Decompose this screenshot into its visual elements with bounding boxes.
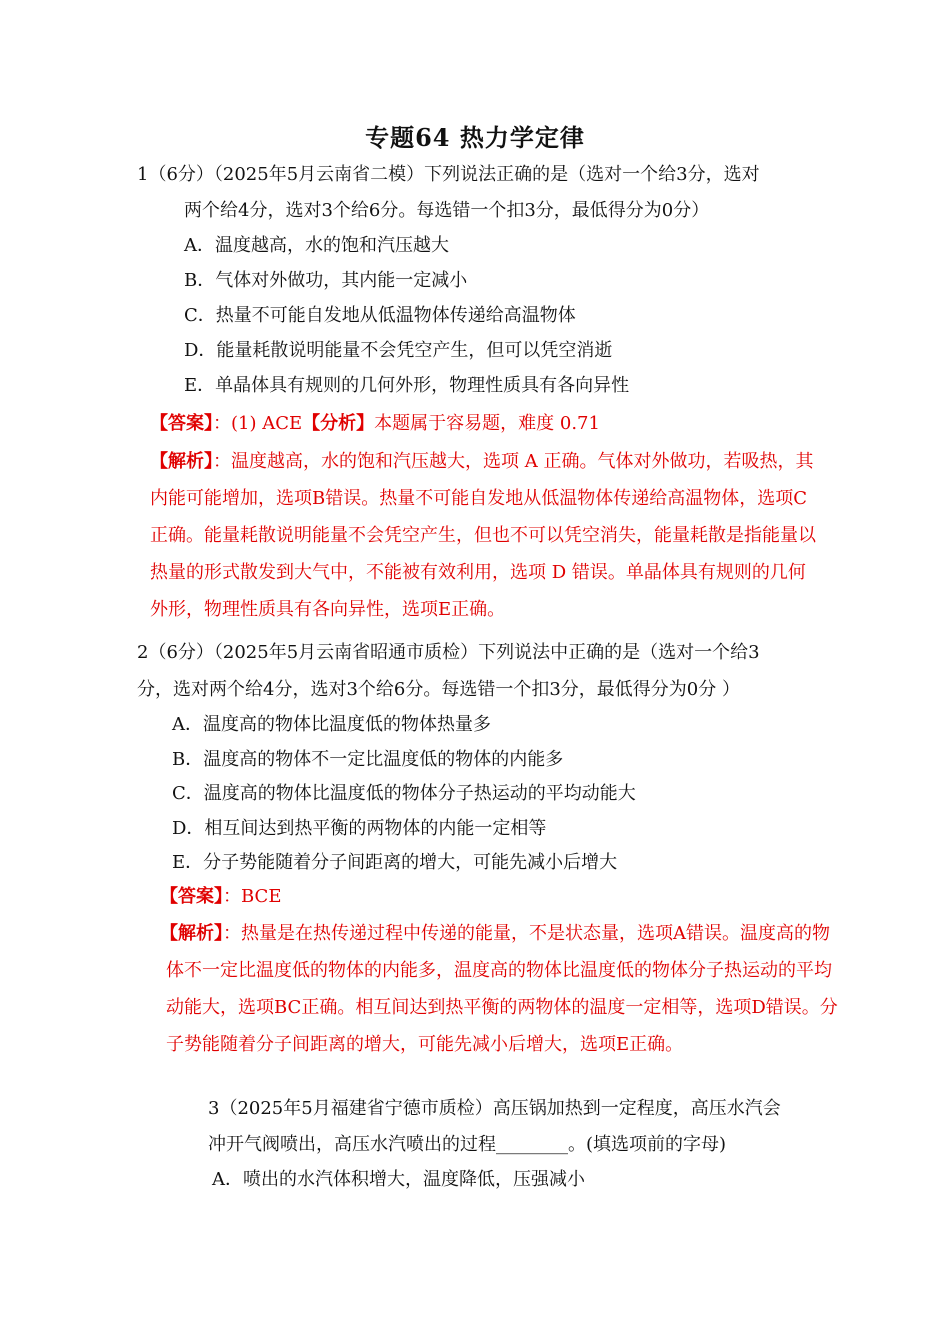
q1-option-e: E．单晶体具有规则的几何外形，物理性质具有各向异性 bbox=[184, 375, 630, 396]
q1-explain-line3: 正确。能量耗散说明能量不会凭空产生，但也不可以凭空消失，能量耗散是指能量以 bbox=[150, 525, 816, 546]
q1-explain-line4: 热量的形式散发到大气中，不能被有效利用，选项 D 错误。单晶体具有规则的几何 bbox=[150, 562, 806, 583]
q1-explain-text: ：温度越高，水的饱和汽压越大，选项 A 正确。气体对外做功，若吸热，其 bbox=[213, 451, 814, 472]
q1-option-b: B．气体对外做功，其内能一定减小 bbox=[184, 270, 468, 291]
q1-option-d: D．能量耗散说明能量不会凭空产生，但可以凭空消逝 bbox=[184, 340, 613, 361]
q1-answer-note: 本题属于容易题，难度 0.71 bbox=[374, 413, 600, 434]
q2-stem-line1: 2（6分）（2025年5月云南省昭通市质检）下列说法中正确的是（选对一个给3 bbox=[137, 642, 760, 663]
q2-explain-line4: 子势能随着分子间距离的增大，可能先减小后增大，选项E正确。 bbox=[166, 1034, 684, 1055]
q2-explain-line1 bbox=[160, 922, 830, 946]
q1-answer-value: ：(1) ACE bbox=[213, 413, 303, 434]
q2-option-a: A．温度高的物体比温度低的物体热量多 bbox=[172, 714, 491, 735]
q1-explain-line2: 内能可能增加，选项B错误。热量不可能自发地从低温物体传递给高温物体，选项C bbox=[150, 488, 807, 509]
q2-explain-text: ：热量是在热传递过程中传递的能量，不是状态量，选项A错误。温度高的物 bbox=[223, 923, 830, 944]
q2-explain-line3: 动能大，选项BC正确。相互间达到热平衡的两物体的温度一定相等，选项D错误。分 bbox=[166, 997, 838, 1018]
q2-option-c: C．温度高的物体比温度低的物体分子热运动的平均动能大 bbox=[172, 783, 636, 804]
page-title: 专题64 热力学定律 bbox=[365, 123, 585, 152]
q1-option-c: C．热量不可能自发地从低温物体传递给高温物体 bbox=[184, 305, 576, 326]
q3-stem-line2: 冲开气阀喷出，高压水汽喷出的过程________。(填选项前的字母) bbox=[208, 1134, 727, 1155]
q1-analysis-tag: 【分析】 bbox=[302, 413, 375, 434]
q1-explain-line5: 外形，物理性质具有各向异性，选项E正确。 bbox=[150, 599, 506, 620]
q1-answer bbox=[150, 412, 600, 436]
q2-option-b: B．温度高的物体不一定比温度低的物体的内能多 bbox=[172, 749, 564, 770]
q1-answer-tag: 【答案】 bbox=[150, 413, 213, 434]
q1-stem-line1: 1（6分）（2025年5月云南省二模）下列说法正确的是（选对一个给3分，选对 bbox=[137, 164, 760, 185]
q2-option-e: E．分子势能随着分子间距离的增大，可能先减小后增大 bbox=[172, 852, 618, 873]
q2-option-d: D．相互间达到热平衡的两物体的内能一定相等 bbox=[172, 818, 547, 839]
q2-stem-line2: 分，选对两个给4分，选对3个给6分。每选错一个扣3分，最低得分为0分 ） bbox=[137, 679, 740, 700]
q2-answer-tag: 【答案】 bbox=[160, 886, 223, 907]
q2-explain-line2: 体不一定比温度低的物体的内能多，温度高的物体比温度低的物体分子热运动的平均 bbox=[166, 960, 832, 981]
q1-explain-line1 bbox=[150, 450, 813, 474]
q3-stem-line1: 3（2025年5月福建省宁德市质检）高压锅加热到一定程度，高压水汽会 bbox=[208, 1098, 781, 1119]
q1-option-a: A．温度越高，水的饱和汽压越大 bbox=[184, 235, 449, 256]
q1-explain-tag: 【解析】 bbox=[150, 451, 213, 472]
q2-answer-value: ：BCE bbox=[223, 886, 282, 907]
q2-answer bbox=[160, 885, 281, 909]
q1-stem-line2: 两个给4分，选对3个给6分。每选错一个扣3分，最低得分为0分） bbox=[184, 200, 710, 221]
q3-option-a: A．喷出的水汽体积增大，温度降低，压强减小 bbox=[212, 1169, 585, 1190]
q2-explain-tag: 【解析】 bbox=[160, 923, 223, 944]
